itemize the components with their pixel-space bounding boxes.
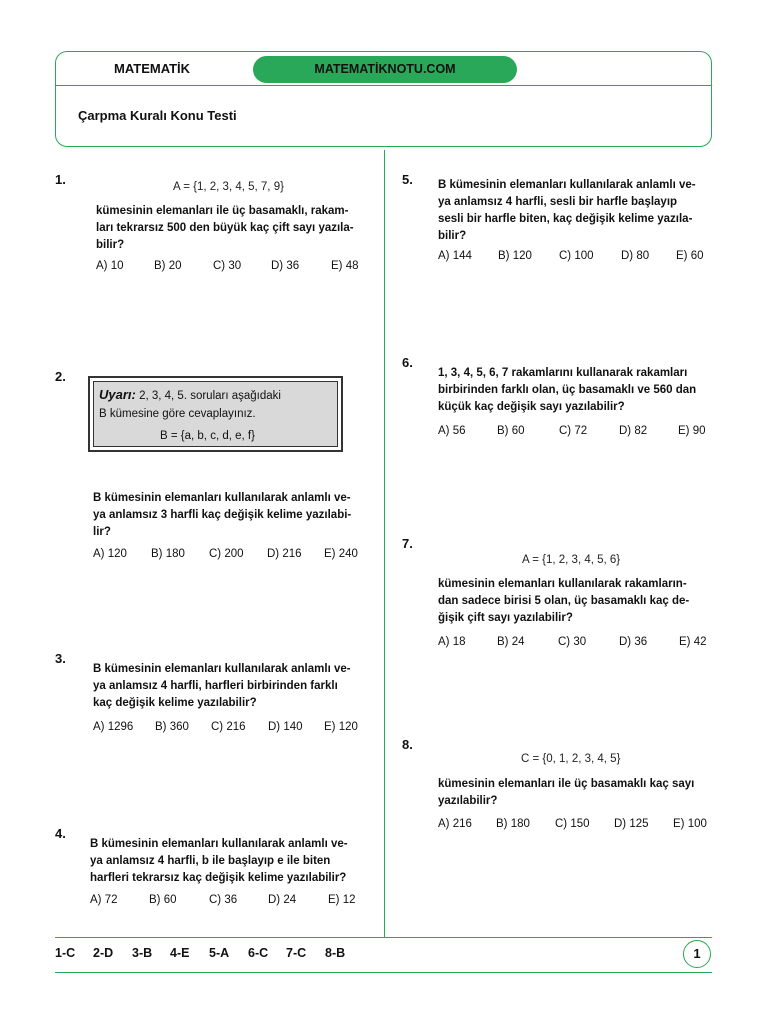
option-d[interactable]: D) 24: [268, 894, 297, 906]
answer-key-item: 5-A: [209, 946, 230, 960]
answer-key-item: 6-C: [248, 946, 269, 960]
option-e[interactable]: E) 60: [676, 250, 704, 262]
option-c[interactable]: C) 200: [209, 548, 244, 560]
question-text: B kümesinin elemanları kullanılarak anlamlı ve- ya anlamsız 4 harfli, sesli bir harfle başlayıp sesli bir harfle biten, kaç değişik kelime yazıla- bilir?: [438, 179, 696, 242]
option-b[interactable]: B) 60: [149, 894, 177, 906]
answer-key-item: 8-B: [325, 946, 346, 960]
option-a[interactable]: A) 144: [438, 250, 472, 262]
option-a[interactable]: A) 56: [438, 425, 466, 437]
option-e[interactable]: E) 100: [673, 818, 707, 830]
warning-line-2: B kümesine göre cevaplayınız.: [99, 408, 256, 420]
warning-label: Uyarı:: [99, 387, 136, 402]
question-set: C = {0, 1, 2, 3, 4, 5}: [521, 753, 621, 765]
question-number: 6.: [402, 355, 413, 370]
question-text: kümesinin elemanları ile üç basamaklı kaç sayı yazılabilir?: [438, 778, 695, 807]
option-a[interactable]: A) 216: [438, 818, 472, 830]
option-a[interactable]: A) 1296: [93, 721, 134, 733]
question-number: 2.: [55, 369, 66, 384]
option-e[interactable]: E) 12: [328, 894, 356, 906]
option-b[interactable]: B) 360: [155, 721, 189, 733]
question-number: 5.: [402, 172, 413, 187]
option-e[interactable]: E) 42: [679, 636, 707, 648]
option-d[interactable]: D) 125: [614, 818, 649, 830]
question-text: 1, 3, 4, 5, 6, 7 rakamlarını kullanarak rakamları birbirinden farklı olan, üç basamaklı ve 560 dan küçük kaç değişik sayı yazılabilir?: [438, 367, 697, 413]
option-d[interactable]: D) 140: [268, 721, 303, 733]
option-e[interactable]: E) 120: [324, 721, 358, 733]
option-c[interactable]: C) 100: [559, 250, 594, 262]
question-set: A = {1, 2, 3, 4, 5, 7, 9}: [173, 181, 284, 193]
option-b[interactable]: B) 180: [496, 818, 530, 830]
question-text: kümesinin elemanları kullanılarak rakamların- dan sadece birisi 5 olan, üç basamaklı kaç de- ğişik çift sayı yazılabilir?: [438, 578, 690, 624]
option-b[interactable]: B) 20: [154, 260, 182, 272]
option-b[interactable]: B) 180: [151, 548, 185, 560]
test-title: Çarpma Kuralı Konu Testi: [78, 108, 237, 123]
option-d[interactable]: D) 36: [619, 636, 648, 648]
answer-key-item: 3-B: [132, 946, 153, 960]
question-text: B kümesinin elemanları kullanılarak anlamlı ve- ya anlamsız 4 harfli, harfleri birbirinden farklı kaç değişik kelime yazılabilir?: [93, 663, 351, 709]
option-a[interactable]: A) 72: [90, 894, 118, 906]
option-c[interactable]: C) 150: [555, 818, 590, 830]
option-c[interactable]: C) 36: [209, 894, 238, 906]
question-number: 7.: [402, 536, 413, 551]
question-set: A = {1, 2, 3, 4, 5, 6}: [522, 554, 621, 566]
question-text: B kümesinin elemanları kullanılarak anlamlı ve- ya anlamsız 3 harfli kaç değişik kelime yazılabi- lir?: [93, 492, 352, 538]
question-number: 1.: [55, 172, 66, 187]
option-d[interactable]: D) 36: [271, 260, 300, 272]
option-c[interactable]: C) 30: [213, 260, 242, 272]
answer-key-item: 2-D: [93, 946, 114, 960]
warning-box: [88, 376, 343, 452]
option-a[interactable]: A) 120: [93, 548, 127, 560]
option-b[interactable]: B) 120: [498, 250, 532, 262]
header-divider: [56, 85, 711, 86]
option-b[interactable]: B) 60: [497, 425, 525, 437]
site-badge[interactable]: MATEMATİKNOTU.COM: [253, 56, 517, 83]
footer-divider-top: [55, 937, 712, 938]
warning-line-1: Uyarı: 2, 3, 4, 5. soruları aşağıdaki: [99, 387, 281, 402]
option-a[interactable]: A) 18: [438, 636, 466, 648]
column-divider: [384, 150, 385, 937]
option-e[interactable]: E) 240: [324, 548, 358, 560]
answer-key-item: 1-C: [55, 946, 76, 960]
question-text: B kümesinin elemanları kullanılarak anlamlı ve- ya anlamsız 4 harfli, b ile başlayıp e ile biten harfleri tekrarsız kaç değişik kelime yazılabilir?: [90, 838, 348, 884]
warning-set: B = {a, b, c, d, e, f}: [160, 430, 255, 442]
question-text: kümesinin elemanları ile üç basamaklı, rakam- ları tekrarsız 500 den büyük kaç çift sayı yazıla- bilir?: [96, 205, 354, 251]
page-number: 1: [683, 940, 711, 968]
answer-key-item: 4-E: [170, 946, 190, 960]
option-c[interactable]: C) 30: [558, 636, 587, 648]
option-c[interactable]: C) 72: [559, 425, 588, 437]
option-d[interactable]: D) 80: [621, 250, 650, 262]
option-b[interactable]: B) 24: [497, 636, 525, 648]
footer-divider-bottom: [55, 972, 712, 973]
question-number: 3.: [55, 651, 66, 666]
question-number: 8.: [402, 737, 413, 752]
option-e[interactable]: E) 48: [331, 260, 359, 272]
answer-key-item: 7-C: [286, 946, 307, 960]
header-box: [55, 51, 712, 147]
option-d[interactable]: D) 216: [267, 548, 302, 560]
option-e[interactable]: E) 90: [678, 425, 706, 437]
question-number: 4.: [55, 826, 66, 841]
option-a[interactable]: A) 10: [96, 260, 124, 272]
option-d[interactable]: D) 82: [619, 425, 648, 437]
subject-label: MATEMATİK: [114, 61, 191, 76]
option-c[interactable]: C) 216: [211, 721, 246, 733]
